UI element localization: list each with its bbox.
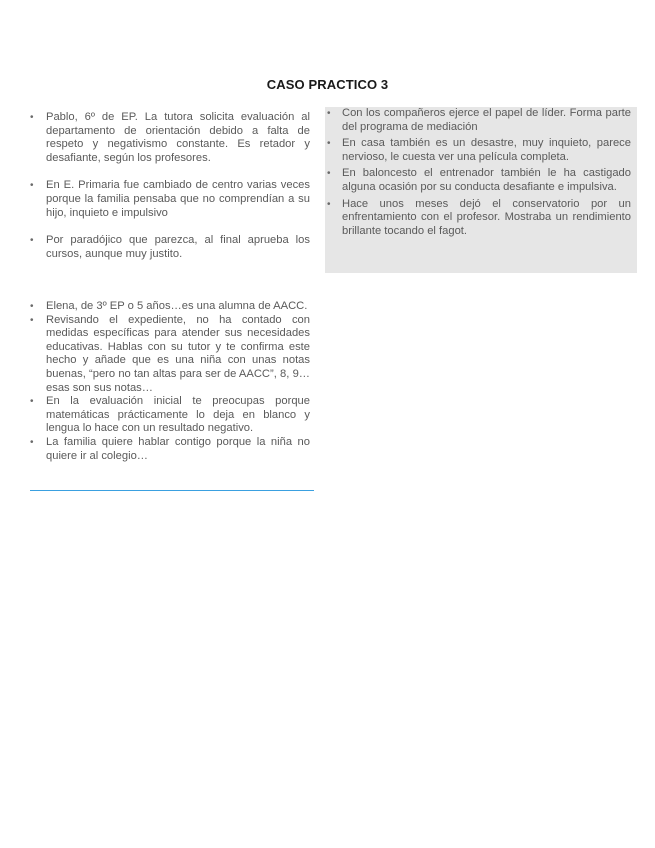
list-item-text: La familia quiere hablar contigo porque la niña no quiere ir al colegio…: [46, 435, 310, 462]
list-item-text: Por paradójico que parezca, al final aprueba los cursos, aunque muy justito.: [46, 234, 310, 260]
list-item: [325, 167, 631, 194]
list-item: [325, 198, 631, 239]
list-item-text: Con los compañeros ejerce el papel de líder. Forma parte del programa de mediación: [342, 107, 631, 133]
bullet-icon: •: [327, 168, 331, 180]
list-item: [30, 179, 310, 220]
bullet-icon: •: [327, 198, 331, 210]
bullet-icon: •: [30, 436, 34, 448]
page-title: CASO PRACTICO 3: [266, 77, 389, 92]
list-item: [325, 107, 631, 134]
list-item-text: Pablo, 6º de EP. La tutora solicita evaluación al departamento de orientación debido a falta de respeto y negativismo constante. Es retador y desafiante, según los profesores.: [46, 111, 310, 164]
bullet-icon: •: [30, 112, 34, 123]
list-item: [30, 234, 310, 261]
bullet-icon: •: [327, 138, 331, 150]
bullet-icon: •: [30, 396, 34, 408]
list-item: [30, 436, 310, 463]
list-item: [30, 300, 310, 314]
list-item: [30, 314, 310, 396]
list-item: [30, 111, 310, 165]
list-item-text: Revisando el expediente, no ha contado con medidas específicas para atender sus necesidades educativas. Hablas con su tutor y te confirma este hecho y añade que es una niña con unas notas buenas, “pero no tan altas para ser de AACC”, 8, 9…esas son sus notas…: [46, 313, 310, 394]
bullet-icon: •: [30, 301, 34, 312]
text-box-underline: [30, 490, 314, 491]
bullet-icon: •: [30, 314, 34, 326]
list-item: [325, 137, 631, 164]
list-item-text: En baloncesto el entrenador también le ha castigado alguna ocasión por su conducta desafiante e impulsiva.: [342, 167, 631, 193]
list-item-text: Elena, de 3º EP o 5 años…es una alumna de AACC.: [46, 300, 308, 312]
pablo-case-list: [30, 111, 310, 261]
bullet-icon: •: [30, 235, 34, 247]
bullet-icon: •: [327, 108, 331, 119]
pablo-details-box: [325, 107, 637, 273]
list-item-text: En casa también es un desastre, muy inquieto, parece nervioso, le cuesta ver una película completa.: [342, 137, 631, 163]
bullet-icon: •: [30, 180, 34, 192]
list-item-text: Hace unos meses dejó el conservatorio por un enfrentamiento con el profesor. Mostraba un rendimiento brillante tocando el fagot.: [342, 197, 631, 237]
elena-case-list: [30, 300, 310, 463]
list-item-text: En la evaluación inicial te preocupas porque matemáticas prácticamente lo deja en blanco y lengua lo hace con un resultado negativo.: [46, 395, 310, 435]
list-item-text: En E. Primaria fue cambiado de centro varias veces porque la familia pensaba que no comprendían a su hijo, inquieto e impulsivo: [46, 179, 310, 219]
list-item: [30, 395, 310, 436]
